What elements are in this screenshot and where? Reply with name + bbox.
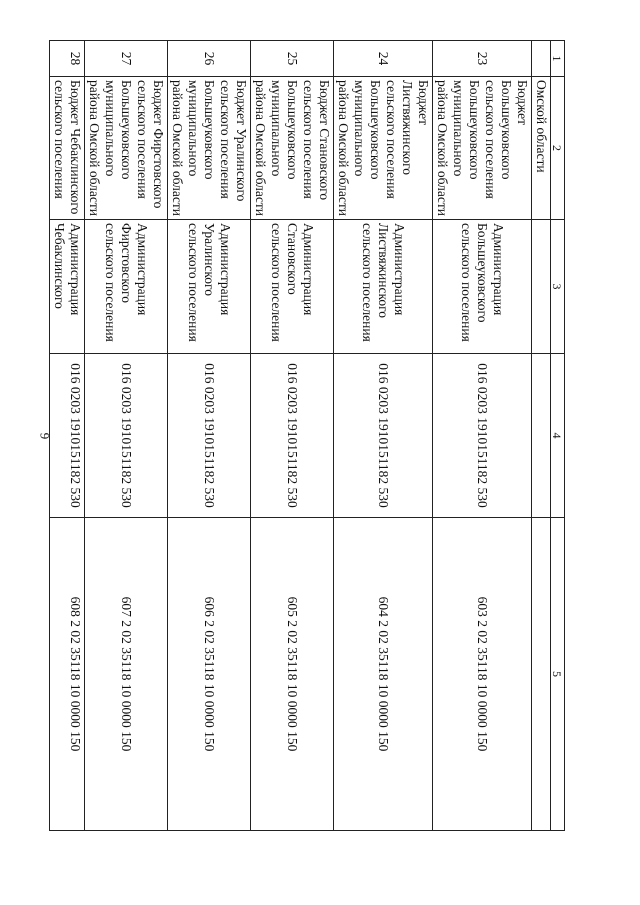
kbk-code: 603 2 02 35118 10 0000 150 [433,518,532,831]
header-row [551,41,565,831]
budget-code: 016 0203 1910151182 530 [334,354,433,518]
table-row [251,41,334,831]
header-col-1: 1 [551,41,565,77]
administrator-name: Администрация Листвяжинского сельского поселения [334,220,433,354]
continuation-cell-3 [532,220,551,354]
table-row [85,41,168,831]
budget-code: 016 0203 1910151182 530 [168,354,251,518]
table-row [334,41,433,831]
header-col-4: 4 [551,354,565,518]
budget-code: 016 0203 1910151182 530 [50,354,85,518]
continuation-cell-4 [532,354,551,518]
administrator-name: Администрация Уралинского сельского поселения [168,220,251,354]
budget-name: Бюджет Становского сельского поселения Большеуковского муниципального района Омской области [251,77,334,220]
header-col-5: 5 [551,518,565,831]
row-number: 26 [168,41,251,77]
continuation-cell-5 [532,518,551,831]
kbk-code: 608 2 02 35118 10 0000 150 [50,518,85,831]
table-row [168,41,251,831]
row-number: 25 [251,41,334,77]
page-number: 6 [37,432,52,440]
row-number: 27 [85,41,168,77]
budget-table [49,40,565,831]
kbk-code: 606 2 02 35118 10 0000 150 [168,518,251,831]
budget-name: Бюджет Фирстовского сельского поселения Большеуковского муниципального района Омской области [85,77,168,220]
administrator-name: Администрация Становского сельского поселения [251,220,334,354]
budget-code: 016 0203 1910151182 530 [251,354,334,518]
budget-name: Бюджет Большеуковского сельского поселения Большеуковского муниципального района Омской области [433,77,532,220]
budget-code: 016 0203 1910151182 530 [433,354,532,518]
kbk-code: 605 2 02 35118 10 0000 150 [251,518,334,831]
administrator-name: Администрация Фирстовского сельского поселения [85,220,168,354]
administrator-name: Администрация Большеуковского сельского поселения [433,220,532,354]
kbk-code: 604 2 02 35118 10 0000 150 [334,518,433,831]
document-table-rotated [52,40,565,830]
table-row [433,41,532,831]
budget-name: Бюджет Уралинского сельского поселения Большеуковского муниципального района Омской области [168,77,251,220]
row-number: 23 [433,41,532,77]
row-number: 28 [50,41,85,77]
header-col-3: 3 [551,220,565,354]
table-row [50,41,85,831]
budget-code: 016 0203 1910151182 530 [85,354,168,518]
administrator-name: Администрация Чебаклинского [50,220,85,354]
row-number: 24 [334,41,433,77]
header-col-2: 2 [551,77,565,220]
kbk-code: 607 2 02 35118 10 0000 150 [85,518,168,831]
continuation-text: Омской области [532,77,551,220]
budget-name: Бюджет Чебаклинского сельского поселения [50,77,85,220]
continuation-row [532,41,551,831]
continuation-cell-1 [532,41,551,77]
budget-name: Бюджет Листвяжинского сельского поселения Большеуковского муниципального района Омской области [334,77,433,220]
